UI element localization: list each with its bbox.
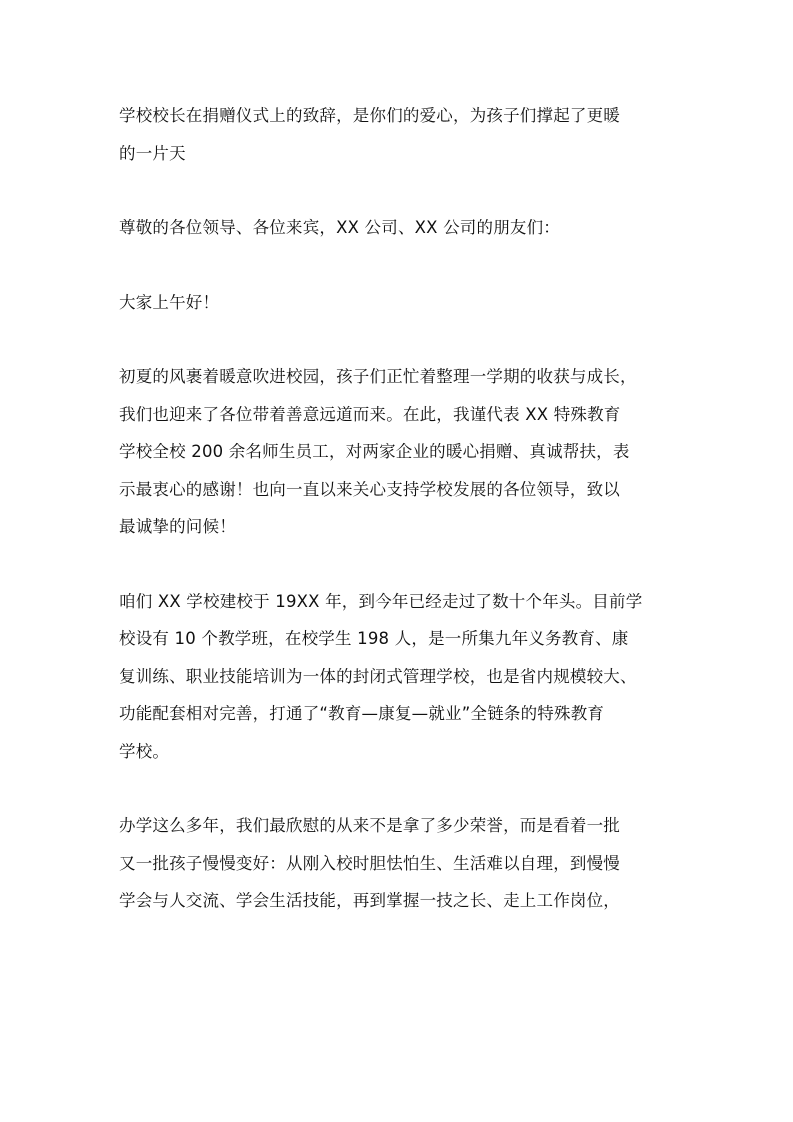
paragraph-line: 学校全校 200 余名师生员工，对两家企业的暖心捐赠、真诚帮扶，表 — [119, 442, 630, 461]
paragraph-line: 功能配套相对完善，打通了“教育—康复—就业”全链条的特殊教育 — [119, 704, 605, 723]
paragraph-line: 学会与人交流、学会生活技能，再到掌握一技之长、走上工作岗位， — [119, 891, 620, 910]
paragraph-line: 示最衷心的感谢！也向一直以来关心支持学校发展的各位领导，致以 — [119, 479, 620, 499]
title-line: 的一片天 — [119, 143, 186, 163]
paragraph-line: 大家上午好！ — [119, 292, 220, 312]
school-intro-paragraph — [119, 583, 679, 771]
paragraph-line: 办学这么多年，我们最欣慰的从来不是拿了多少荣誉，而是看着一批 — [119, 816, 620, 835]
paragraph-line: 复训练、职业技能培训为一体的封闭式管理学校，也是省内规模较大、 — [119, 666, 637, 686]
paragraph-line: 校设有 10 个教学班，在校学生 198 人，是一所集九年义务教育、康 — [119, 629, 629, 648]
paragraph-line: 学校。 — [119, 741, 170, 761]
paragraph-line: 初夏的风裹着暖意吹进校园，孩子们正忙着整理一学期的收获与成长， — [119, 367, 637, 386]
paragraph-line: 最诚挚的问候！ — [119, 517, 236, 536]
paragraph-line: 尊敬的各位领导、各位来宾，XX 公司、XX 公司的朋友们： — [119, 218, 561, 237]
salutation-paragraph — [119, 209, 679, 247]
greeting-paragraph — [119, 284, 679, 322]
thanks-paragraph — [119, 358, 679, 546]
achievement-paragraph — [119, 807, 679, 920]
title-line: 学校校长在捐赠仪式上的致辞，是你们的爱心，为孩子们撑起了更暖 — [119, 106, 620, 125]
paragraph-line: 我们也迎来了各位带着善意远道而来。在此，我谨代表 XX 特殊教育 — [119, 404, 621, 424]
paragraph-line: 咱们 XX 学校建校于 19XX 年，到今年已经走过了数十个年头。目前学 — [119, 591, 643, 611]
document-title — [119, 97, 679, 172]
paragraph-line: 又一批孩子慢慢变好：从刚入校时胆怯怕生、生活难以自理，到慢慢 — [119, 853, 620, 873]
document-body — [119, 97, 679, 957]
